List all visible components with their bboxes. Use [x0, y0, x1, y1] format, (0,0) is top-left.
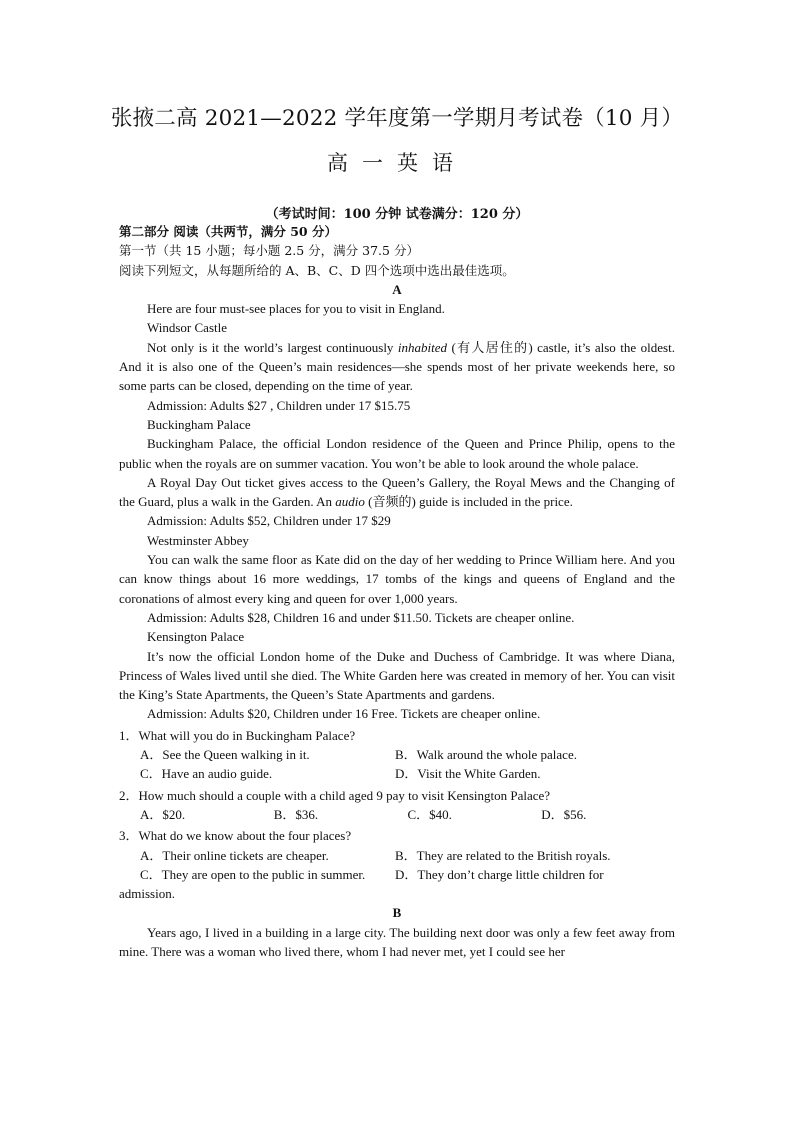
passage-b-paragraph: Years ago, I lived in a building in a large city. The building next door was only a few feet away from mine. There was a woman who lived there, whom I had never met, yet I could see her	[119, 924, 675, 959]
buckingham-title: Buckingham Palace	[147, 416, 251, 432]
windsor-title: Windsor Castle	[147, 320, 227, 336]
question-1-stem: 1．What will you do in Buckingham Palace?	[119, 727, 356, 743]
question-1-option-a[interactable]: A．See the Queen walking in it.	[140, 747, 310, 763]
exam-title: 张掖二高 2021—2022 学年度第一学期月考试卷（10 月）	[110, 106, 684, 131]
windsor-admission: Admission: Adults $27 , Children under 17 $15.75	[147, 397, 411, 413]
kensington-paragraph: It’s now the official London home of the Duke and Duchess of Cambridge. It was where Diana, Princess of Wales lived until she died. The White Garden here was created in memory of her. You can visit the King’s State Apartments, the Queen’s State Apartments and gardens.	[119, 648, 675, 703]
question-2-option-d[interactable]: D．$56.	[541, 806, 587, 822]
westminster-paragraph: You can walk the same floor as Kate did on the day of her wedding to Prince William here. And you can know things about 16 more weddings, 17 tombs of the kings and queens of England and the coronations of almost every king and queen for over 1,000 years.	[119, 552, 675, 606]
question-2-option-b[interactable]: B．$36.	[273, 806, 319, 822]
question-2-option-a[interactable]: A．$20.	[140, 806, 186, 822]
question-3-option-a[interactable]: A．Their online tickets are cheaper.	[140, 847, 329, 863]
question-2-options-row	[119, 805, 675, 824]
passage-a-label: A	[392, 281, 402, 297]
question-3-options-row-1	[119, 846, 675, 865]
question-3-option-d[interactable]: D．They don’t charge little children for	[395, 866, 604, 882]
westminster-admission: Admission: Adults $28, Children 16 and under $11.50. Tickets are cheaper online.	[147, 609, 575, 625]
question-1-option-b[interactable]: B．Walk around the whole palace.	[395, 747, 577, 763]
windsor-emphasis: inhabited	[397, 339, 448, 355]
passage-a-intro: Here are four must-see places for you to visit in England.	[147, 301, 445, 317]
question-1-option-d[interactable]: D．Visit the White Garden.	[395, 766, 541, 782]
question-3-option-c[interactable]: C．They are open to the public in summer.	[140, 866, 366, 882]
kensington-admission: Admission: Adults $20, Children under 16 Free. Tickets are cheaper online.	[147, 706, 541, 722]
buckingham-emphasis: audio	[335, 494, 365, 510]
question-1-option-c[interactable]: C．Have an audio guide.	[140, 766, 273, 782]
buckingham-admission: Admission: Adults $52, Children under 17 $29	[147, 513, 391, 529]
question-3-stem: 3．What do we know about the four places?	[119, 828, 352, 844]
question-1-options-row-1	[119, 745, 675, 764]
instruction-text: 阅读下列短文，从每题所给的 A、B、C、D 四个选项中选出最佳选项。	[119, 262, 515, 278]
westminster-title: Westminster Abbey	[147, 532, 249, 548]
question-2-stem: 2．How much should a couple with a child aged 9 pay to visit Kensington Palace?	[119, 787, 551, 803]
question-1-options-row-2	[119, 764, 675, 783]
part-heading: 第二部分 阅读（共两节，满分 50 分）	[119, 224, 337, 239]
buckingham-paragraph-1: Buckingham Palace, the official London residence of the Queen and Prince Philip, opens to the public when the royals are on summer vacation. You won’t be able to look around the whole palace.	[119, 436, 675, 471]
windsor-paragraph	[119, 338, 675, 396]
subsection-heading: 第一节（共 15 小题；每小题 2.5 分，满分 37.5 分）	[119, 243, 419, 259]
windsor-text-a: Not only is it the world’s largest continuously	[147, 339, 398, 355]
question-3-continuation: admission.	[119, 886, 175, 902]
buckingham-paragraph-2	[119, 473, 675, 512]
exam-body	[119, 222, 675, 961]
exam-info: （考试时间：100 分钟 试卷满分：120 分）	[265, 207, 529, 222]
kensington-title: Kensington Palace	[147, 629, 245, 645]
question-3-option-b[interactable]: B．They are related to the British royals.	[395, 847, 611, 863]
buckingham-text-b: (音频的) guide is included in the price.	[364, 494, 573, 510]
windsor-text-b: (有人居住的) castle, it’s also the oldest. And it is also one of the Queen’s main residences—she spends most of her private weekends here, so some parts can be closed, depending on the time of year.	[119, 339, 675, 394]
passage-b-label: B	[392, 905, 402, 921]
buckingham-text-a: A Royal Day Out ticket gives access to the Queen’s Gallery, the Royal Mews and the Changing of the Guard, plus a walk in the Garden. An	[119, 474, 675, 510]
subject-title: 高一英语	[327, 151, 467, 175]
question-2-option-c[interactable]: C．$40.	[407, 806, 452, 822]
question-3-options-row-2	[119, 865, 675, 884]
